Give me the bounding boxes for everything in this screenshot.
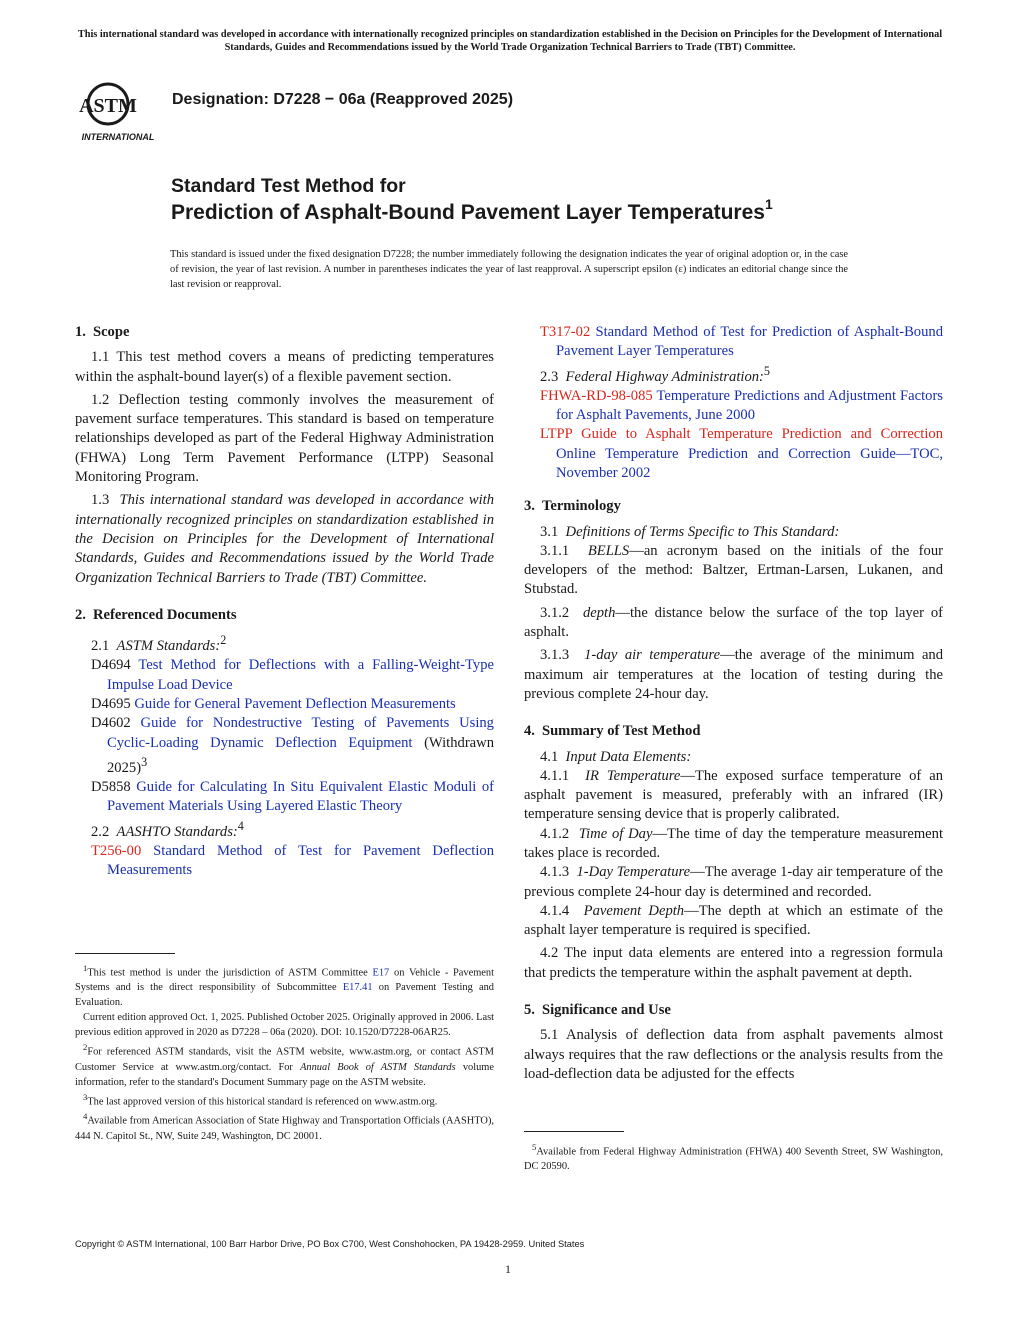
para-text: ASTM Standards: bbox=[116, 638, 221, 655]
ref-link[interactable]: Test Method for Deflections with a Falling-Weight-Type Impulse Load Device bbox=[107, 657, 494, 693]
definition: —an acronym based on the initials of the four developers of the method: Baltzer, Ertman-Larsen, Lukanen, and Stubstad. bbox=[524, 542, 943, 598]
para-number: 4.1.3 bbox=[540, 864, 570, 881]
para-text: AASHTO Standards: bbox=[116, 823, 238, 840]
term: Time of Day bbox=[578, 825, 653, 842]
section-scope-heading bbox=[75, 323, 494, 342]
section-significance-heading bbox=[524, 1001, 943, 1020]
fn-sup: 3 bbox=[83, 1091, 88, 1102]
fn-sup: 5 bbox=[532, 1142, 537, 1152]
section-summary-heading bbox=[524, 722, 943, 741]
footnote-1-edition: Current edition approved Oct. 1, 2025. Published October 2025. Originally approved in 2006. Last previous edition approved in 2020 as D7228 – 06a (2020). DOI: 10.1520/D7228-06AR25. bbox=[75, 1012, 494, 1039]
designation: Designation: D7228 − 06a (Reapproved 2025) bbox=[172, 91, 514, 108]
scope-1-2: 1.2 Deflection testing commonly involves the measurement of pavement surface temperatures. This standard is based on temperature relationships developed as part of the Federal Highway Administration (FHWA) Long Term Pavement Performance (LTPP) Seasonal Monitoring Program. bbox=[75, 391, 494, 486]
ref-code: FHWA-RD-98-085 bbox=[540, 387, 653, 404]
footnote-1 bbox=[75, 961, 494, 1010]
fn-text: For referenced ASTM standards, visit the ASTM website, www.astm.org, or contact ASTM Customer Service at www.astm.org/contact. For bbox=[75, 1046, 494, 1073]
para-number: 2.2 bbox=[91, 823, 110, 840]
definition: —The depth at which an estimate of the asphalt layer temperature is required is specified. bbox=[524, 902, 944, 939]
ref-t256 bbox=[75, 842, 494, 881]
footnotes-right bbox=[524, 1140, 943, 1174]
footnote-divider-left bbox=[75, 953, 175, 954]
section-number: 3. bbox=[524, 498, 535, 515]
definition: —The exposed surface temperature of an asphalt pavement is measured, preferably with an infrared (IR) temperature sensing device that is properly calibrated. bbox=[524, 767, 944, 823]
ref-code: D4694 bbox=[91, 657, 131, 674]
copyright: Copyright © ASTM International, 100 Barr Harbor Drive, PO Box C700, West Conshohocken, PA 19428-2959. United States bbox=[75, 1239, 585, 1249]
title-line2 bbox=[171, 198, 773, 225]
fn-italic: Annual Book of ASTM Standards bbox=[300, 1061, 456, 1073]
scope-1-1: 1.1 This test method covers a means of predicting temperatures within the asphalt-bound layer(s) of a flexible pavement section. bbox=[75, 349, 494, 385]
fn-text: The last approved version of this historical standard is referenced on www.astm.org. bbox=[87, 1096, 438, 1108]
para-number: 3.1.1 bbox=[540, 542, 570, 559]
footnote-5 bbox=[524, 1140, 943, 1174]
significance-5-1: 5.1 Analysis of deflection data from asphalt pavements almost always requires that the raw deflections or the analysis results from the load-deflection data be adjusted for the effects bbox=[524, 1027, 943, 1082]
ref-d4695 bbox=[75, 695, 494, 714]
summary-4-1 bbox=[524, 748, 943, 767]
ref-link[interactable]: Guide for Nondestructive Testing of Pavements Using Cyclic-Loading Dynamic Deflection Equipment bbox=[107, 715, 494, 751]
footnote-ref[interactable]: 5 bbox=[763, 363, 770, 378]
ref-link[interactable]: Guide for General Pavement Deflection Measurements bbox=[134, 695, 456, 712]
section-title: Referenced Documents bbox=[92, 606, 237, 623]
term: IR Temperature bbox=[585, 767, 681, 784]
ref-d4694 bbox=[75, 656, 494, 695]
fn-sup: 4 bbox=[83, 1111, 88, 1122]
term-3-1-3 bbox=[524, 646, 943, 704]
para-number: 2.1 bbox=[91, 638, 110, 655]
section-title: Significance and Use bbox=[541, 1002, 671, 1019]
scope-1-3 bbox=[75, 491, 494, 587]
footnote-3 bbox=[75, 1090, 494, 1109]
footnote-ref[interactable]: 2 bbox=[220, 633, 227, 648]
section-title: Terminology bbox=[541, 498, 621, 515]
para-text: This international standard was developed in accordance with internationally recognized principles on standardization established in the Decision on Principles for the Development of International Standards, Guides and Recommendations issued by the World Trade Organization Technical Barriers to Trade (TBT) Committee. bbox=[75, 492, 495, 586]
title-sup: 1 bbox=[764, 196, 773, 212]
astm-standards-label bbox=[75, 631, 494, 656]
left-column bbox=[75, 323, 494, 880]
ref-link[interactable]: Online Temperature Prediction and Correction Guide—TOC, November 2002 bbox=[556, 445, 943, 481]
para-number: 4.1.1 bbox=[540, 767, 570, 784]
ref-t317 bbox=[524, 323, 943, 362]
ref-fhwa-rd bbox=[524, 387, 943, 426]
ref-d5858 bbox=[75, 778, 494, 817]
astm-logo-sub: INTERNATIONAL bbox=[81, 132, 155, 142]
para-number: 2.3 bbox=[540, 368, 559, 385]
para-number: 3.1.3 bbox=[540, 647, 570, 664]
fn-text: on Vehicle - Pavement Systems and is the direct responsibility of Subcommittee bbox=[75, 967, 494, 994]
section-number: 4. bbox=[524, 723, 535, 740]
ref-link[interactable]: Standard Method of Test for Prediction of Asphalt-Bound Pavement Layer Temperatures bbox=[556, 324, 943, 360]
ref-link[interactable]: Standard Method of Test for Pavement Deflection Measurements bbox=[107, 842, 494, 878]
ref-ltpp bbox=[524, 425, 943, 483]
summary-4-1-4 bbox=[524, 902, 943, 941]
issue-note: This standard is issued under the fixed designation D7228; the number immediately following the designation indicates the year of original adoption or, in the case of revision, the year of last revision. A number in parentheses indicates the year of last reapproval. A superscript epsilon (ε) indicates an editorial change since the last revision or reapproval. bbox=[170, 249, 848, 290]
para-number: 4.1.2 bbox=[540, 825, 570, 842]
definition: —the average of the minimum and maximum air temperatures at the location of testing during the previous complete 24-hour day. bbox=[524, 647, 944, 702]
astm-logo bbox=[74, 80, 166, 144]
ref-code: D4602 bbox=[91, 715, 131, 732]
para-number: 3.1.2 bbox=[540, 604, 570, 621]
summary-4-2: 4.2 The input data elements are entered into a regression formula that predicts the temperature within the asphalt pavement at depth. bbox=[524, 945, 943, 981]
para-number: 4.1.4 bbox=[540, 902, 570, 919]
astm-logo-text: ASTM bbox=[79, 95, 137, 117]
term-3-1-1 bbox=[524, 542, 943, 600]
term-3-1-2 bbox=[524, 604, 943, 643]
term: BELLS bbox=[587, 542, 630, 559]
footnote-4 bbox=[75, 1109, 494, 1143]
section-number: 2. bbox=[75, 606, 86, 623]
definition: —The time of day the temperature measurement takes place is recorded. bbox=[524, 825, 944, 861]
ref-d4602 bbox=[75, 714, 494, 778]
definition: —The average 1-day air temperature of the previous complete 24-hour day is determined and recorded. bbox=[524, 864, 943, 900]
withdrawn-note: (Withdrawn 2025) bbox=[107, 734, 494, 776]
para-number: 1.3 bbox=[91, 492, 110, 509]
summary-4-1-3 bbox=[524, 863, 943, 902]
subcommittee-link[interactable]: E17.41 bbox=[342, 982, 373, 994]
section-number: 1. bbox=[75, 324, 86, 340]
ref-link[interactable]: Guide for Calculating In Situ Equivalent Elastic Moduli of Pavement Materials Using Layered Elastic Theory bbox=[107, 778, 495, 815]
term-3-1 bbox=[524, 523, 943, 542]
fn-text: This test method is under the jurisdiction of ASTM Committee bbox=[87, 967, 368, 979]
term: depth bbox=[582, 604, 616, 621]
fn-sup: 2 bbox=[83, 1042, 88, 1053]
para-number: 4.1 bbox=[540, 748, 559, 765]
title-line1: Standard Test Method for bbox=[171, 175, 406, 197]
ref-code: LTPP Guide to Asphalt Temperature Prediction and Correction bbox=[540, 426, 943, 443]
summary-4-1-1 bbox=[524, 767, 943, 825]
page-number: 1 bbox=[505, 1262, 511, 1276]
section-number: 5. bbox=[524, 1002, 535, 1019]
para-text: Federal Highway Administration: bbox=[565, 368, 764, 385]
summary-4-1-2 bbox=[524, 825, 943, 864]
definition: —the distance below the surface of the top layer of asphalt. bbox=[524, 604, 944, 641]
section-refdocs-heading bbox=[75, 606, 494, 625]
footnote-2 bbox=[75, 1040, 494, 1089]
fn-text: Available from American Association of State Highway and Transportation Officials (AASHTO), 444 N. Capitol St., NW, Suite 249, Washington, DC 20001. bbox=[75, 1115, 494, 1142]
title-text: Prediction of Asphalt-Bound Pavement Layer Temperatures bbox=[171, 201, 765, 224]
aashto-standards-label bbox=[75, 817, 494, 842]
ref-code: T317-02 bbox=[540, 324, 591, 340]
fn-text: volume information, refer to the standard's Document Summary page on the ASTM website. bbox=[75, 1061, 494, 1088]
fn-text: Available from Federal Highway Administration (FHWA) 400 Seventh Street, SW Washington, DC 20590. bbox=[524, 1146, 943, 1173]
term: 1-Day Temperature bbox=[576, 864, 691, 881]
right-column bbox=[524, 323, 943, 1088]
section-title: Scope bbox=[92, 324, 130, 340]
ref-code: D5858 bbox=[91, 778, 131, 795]
fn-sup: 1 bbox=[83, 963, 88, 973]
term: Pavement Depth bbox=[583, 902, 685, 919]
wto-notice: This international standard was developed in accordance with internationally recognized principles on standardization established in the Decision on Principles for the Development of International Standards, Guides and Recommendations issued by the World Trade Organization Technical Barriers to Trade (TBT) Committee. bbox=[77, 29, 943, 53]
astm-logo-mark bbox=[79, 84, 137, 124]
footnotes-left bbox=[75, 961, 494, 1144]
para-number: 3.1 bbox=[540, 523, 559, 540]
fhwa-label bbox=[524, 362, 943, 387]
section-title: Summary of Test Method bbox=[541, 723, 701, 740]
ref-code: D4695 bbox=[91, 695, 131, 712]
footnote-ref[interactable]: 3 bbox=[141, 754, 148, 769]
term: 1-day air temperature bbox=[584, 647, 721, 664]
para-text: Input Data Elements: bbox=[565, 748, 692, 765]
committee-link[interactable]: E17 bbox=[372, 967, 390, 979]
ref-link[interactable]: Temperature Predictions and Adjustment Factors for Asphalt Pavements, June 2000 bbox=[556, 387, 943, 424]
footnote-divider-right bbox=[524, 1131, 624, 1132]
ref-code: T256-00 bbox=[91, 842, 142, 859]
footnote-ref[interactable]: 4 bbox=[237, 818, 244, 833]
fn-text: on Pavement Testing and Evaluation. bbox=[75, 982, 494, 1009]
section-terminology-heading bbox=[524, 497, 943, 516]
para-text: Definitions of Terms Specific to This Standard: bbox=[565, 523, 840, 540]
